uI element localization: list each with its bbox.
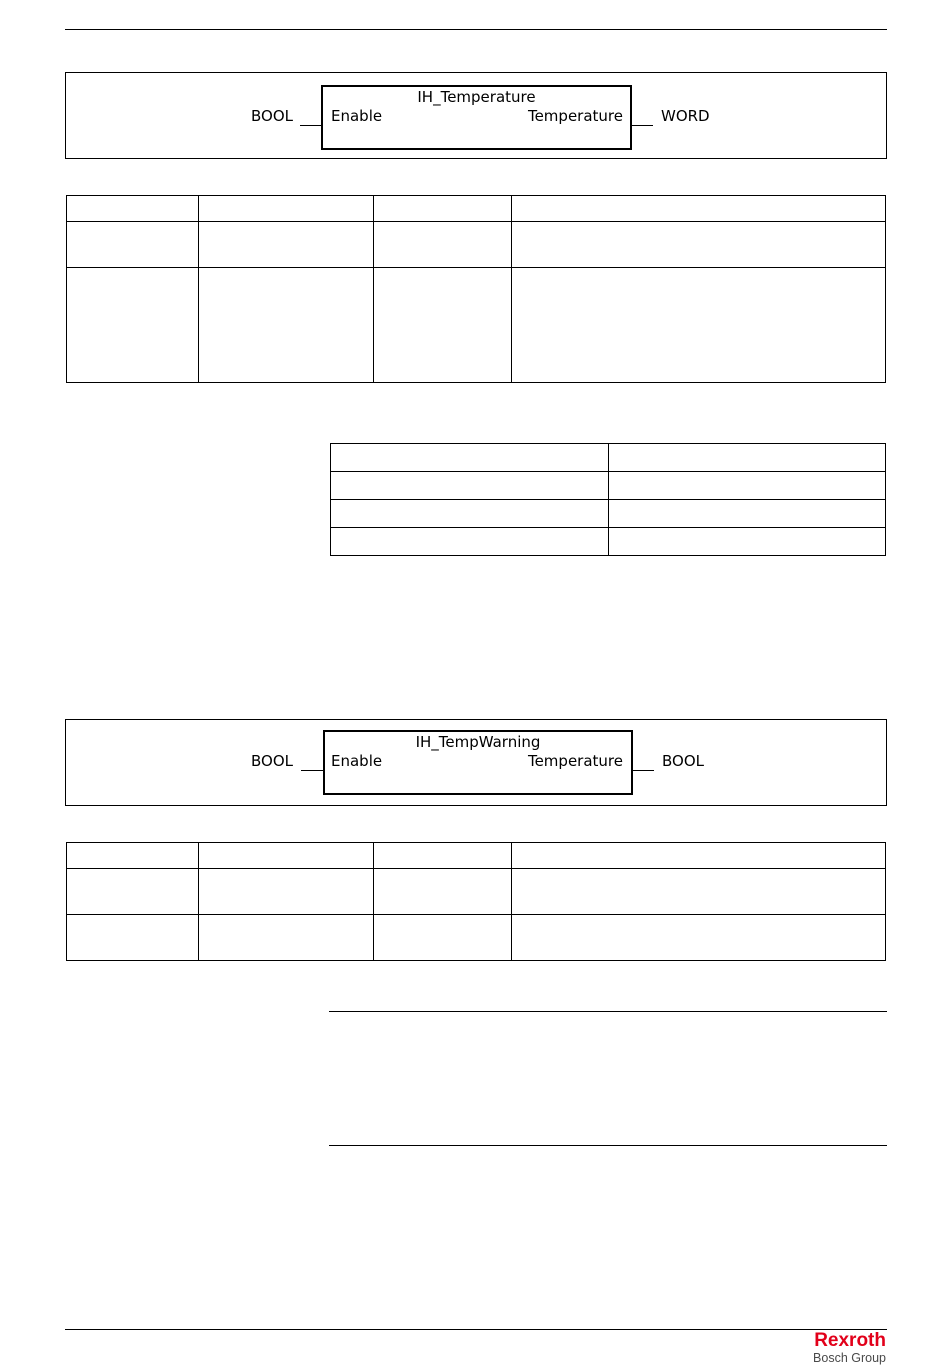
table-row bbox=[67, 268, 886, 383]
input-connector-2 bbox=[301, 770, 323, 771]
output-type-label-1: WORD bbox=[661, 107, 710, 125]
table-row bbox=[331, 444, 886, 472]
value-table bbox=[330, 443, 886, 556]
note-bottom-rule bbox=[329, 1145, 887, 1146]
brand-logo bbox=[813, 1331, 886, 1365]
output-connector-1 bbox=[632, 125, 653, 126]
function-block-title-1: IH_Temperature bbox=[417, 88, 536, 106]
input-type-label-2: BOOL bbox=[251, 752, 293, 770]
logo-sub-text: Bosch Group bbox=[813, 1351, 886, 1365]
output-connector-2 bbox=[633, 770, 654, 771]
output-pin-label-2: Temperature bbox=[527, 752, 623, 770]
parameter-table-2 bbox=[66, 842, 886, 961]
table-row bbox=[67, 843, 886, 869]
table-row bbox=[67, 222, 886, 268]
table-row bbox=[67, 196, 886, 222]
footer-rule bbox=[65, 1329, 887, 1330]
table-row bbox=[331, 528, 886, 556]
table-row bbox=[67, 869, 886, 915]
function-block-title-2: IH_TempWarning bbox=[415, 733, 541, 751]
logo-brand-text: Rexroth bbox=[814, 1330, 886, 1351]
note-top-rule bbox=[329, 1011, 887, 1012]
output-type-label-2: BOOL bbox=[662, 752, 704, 770]
table-row bbox=[331, 472, 886, 500]
parameter-table-1 bbox=[66, 195, 886, 383]
input-pin-label-2: Enable bbox=[331, 752, 383, 770]
table-row bbox=[67, 915, 886, 961]
output-pin-label-1: Temperature bbox=[527, 107, 623, 125]
input-type-label-1: BOOL bbox=[251, 107, 293, 125]
input-connector-1 bbox=[300, 125, 321, 126]
table-row bbox=[331, 500, 886, 528]
input-pin-label-1: Enable bbox=[331, 107, 383, 125]
header-rule bbox=[65, 29, 887, 30]
